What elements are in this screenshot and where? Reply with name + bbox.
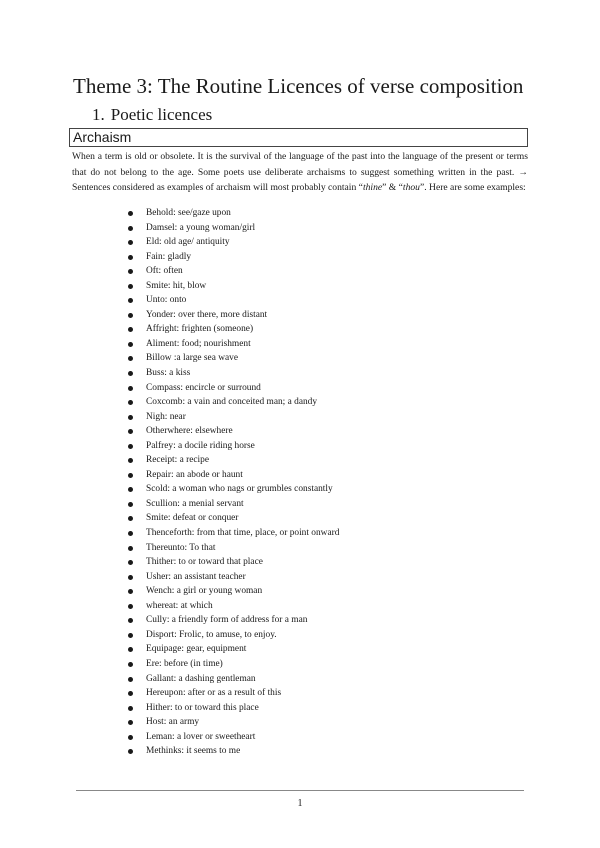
term-text: Methinks: it seems to me (146, 746, 241, 757)
bullet-icon (128, 284, 133, 289)
list-item (128, 366, 339, 381)
term-text: Unto: onto (146, 295, 187, 306)
list-item (128, 250, 339, 265)
list-item (128, 206, 339, 221)
term-text: Otherwhere: elsewhere (146, 426, 233, 437)
bullet-icon (128, 444, 133, 449)
intro-paragraph (72, 149, 528, 196)
term-text: Damsel: a young woman/girl (146, 222, 256, 233)
term-text: Billow :a large sea wave (146, 353, 238, 364)
term-text: Equipage: gear, equipment (146, 644, 247, 655)
bullet-icon (128, 415, 133, 420)
list-item (128, 497, 339, 512)
term-text: Nigh: near (146, 411, 186, 422)
bullet-icon (128, 400, 133, 405)
intro-text-before: When a term is old or obsolete. It is the survival of the language of the past into the language of the present or terms that do not belong to the age. Some poets use deliberate archaisms to suggest something written in the past. → Sentences considered as examples of archaism will most probably contain “ (72, 151, 528, 194)
term-text: Gallant: a dashing gentleman (146, 673, 256, 684)
bullet-icon (128, 735, 133, 740)
term-text: Disport: Frolic, to amuse, to enjoy. (146, 629, 277, 640)
term-text: Repair: an abode or haunt (146, 469, 243, 480)
bullet-icon (128, 298, 133, 303)
list-item (128, 395, 339, 410)
term-text: Hereupon: after or as a result of this (146, 688, 282, 699)
bullet-icon (128, 720, 133, 725)
bullet-icon (128, 633, 133, 638)
bullet-icon (128, 618, 133, 623)
page-number: 1 (297, 798, 303, 809)
term-text: Cully: a friendly form of address for a man (146, 615, 308, 626)
bullet-icon (128, 356, 133, 361)
list-item (128, 337, 339, 352)
list-item (128, 642, 339, 657)
term-text: Thenceforth: from that time, place, or point onward (146, 528, 340, 539)
bullet-icon (128, 677, 133, 682)
term-text: Yonder: over there, more distant (146, 309, 268, 320)
intro-thou: thou (402, 182, 420, 194)
term-text: Wench: a girl or young woman (146, 586, 263, 597)
bullet-icon (128, 575, 133, 580)
term-text: Behold: see/gaze upon (146, 208, 231, 218)
list-item (128, 235, 339, 250)
bullet-icon (128, 502, 133, 507)
list-item (128, 657, 339, 672)
bullet-icon (128, 487, 133, 492)
list-item (128, 570, 339, 585)
archaism-term-list (128, 206, 339, 759)
subsection-heading-box: Archaism (69, 128, 528, 147)
bullet-icon (128, 546, 133, 551)
list-item (128, 322, 339, 337)
term-text: Thither: to or toward that place (146, 557, 263, 568)
list-item (128, 308, 339, 323)
list-item (128, 672, 339, 687)
list-item (128, 279, 339, 294)
term-text: Receipt: a recipe (146, 455, 209, 466)
list-item (128, 715, 339, 730)
bullet-icon (128, 371, 133, 376)
term-text: Hither: to or toward this place (146, 702, 259, 713)
intro-text-middle: ” & “ (382, 182, 403, 194)
bullet-icon (128, 342, 133, 347)
list-item (128, 381, 339, 396)
term-text: Host: an army (146, 717, 200, 728)
footer-divider (76, 790, 524, 791)
bullet-icon (128, 429, 133, 434)
list-item (128, 351, 339, 366)
list-item (128, 555, 339, 570)
term-text: Scold: a woman who nags or grumbles constantly (146, 484, 333, 495)
term-text: Smite: defeat or conquer (146, 513, 239, 524)
list-item (128, 628, 339, 643)
bullet-icon (128, 226, 133, 231)
list-item (128, 264, 339, 279)
page-title: Theme 3: The Routine Licences of verse composition (73, 74, 524, 98)
bullet-icon (128, 691, 133, 696)
term-text: Eld: old age/ antiquity (146, 237, 230, 248)
bullet-icon (128, 706, 133, 711)
list-item (128, 293, 339, 308)
term-text: Thereunto: To that (146, 542, 216, 553)
bullet-icon (128, 473, 133, 478)
term-text: whereat: at which (146, 600, 213, 611)
term-text: Palfrey: a docile riding horse (146, 440, 255, 451)
section-heading (92, 103, 212, 127)
term-text: Usher: an assistant teacher (146, 571, 246, 582)
term-text: Leman: a lover or sweetheart (146, 731, 256, 742)
term-text: Smite: hit, blow (146, 280, 207, 291)
bullet-icon (128, 269, 133, 274)
term-text: Compass: encircle or surround (146, 382, 261, 393)
list-item (128, 599, 339, 614)
bullet-icon (128, 211, 133, 216)
intro-text-after: ”. Here are some examples: (419, 182, 526, 194)
list-item (128, 613, 339, 628)
list-item (128, 686, 339, 701)
bullet-icon (128, 589, 133, 594)
list-item (128, 410, 339, 425)
bullet-icon (128, 662, 133, 667)
list-item (128, 424, 339, 439)
term-text: Ere: before (in time) (146, 658, 223, 669)
bullet-icon (128, 749, 133, 754)
term-text: Aliment: food; nourishment (146, 338, 251, 349)
list-item (128, 744, 339, 759)
list-item (128, 730, 339, 745)
list-item (128, 221, 339, 236)
bullet-icon (128, 647, 133, 652)
bullet-icon (128, 327, 133, 332)
bullet-icon (128, 516, 133, 521)
term-text: Fain: gladly (146, 251, 192, 262)
list-item (128, 541, 339, 556)
term-text: Affright: frighten (someone) (146, 324, 254, 335)
bullet-icon (128, 604, 133, 609)
bullet-icon (128, 255, 133, 260)
section-title: Poetic licences (110, 105, 213, 124)
bullet-icon (128, 386, 133, 391)
bullet-icon (128, 531, 133, 536)
list-item (128, 584, 339, 599)
term-text: Buss: a kiss (146, 368, 191, 379)
term-text: Oft: often (146, 266, 183, 277)
intro-thine: thine (362, 182, 383, 194)
list-item (128, 439, 339, 454)
list-item (128, 526, 339, 541)
term-text: Scullion: a menial servant (146, 498, 244, 509)
list-item (128, 701, 339, 716)
bullet-icon (128, 240, 133, 245)
list-item (128, 482, 339, 497)
term-text: Coxcomb: a vain and conceited man; a dandy (146, 397, 318, 408)
bullet-icon (128, 313, 133, 318)
list-item (128, 468, 339, 483)
section-number: 1. (92, 105, 105, 124)
list-item (128, 511, 339, 526)
bullet-icon (128, 560, 133, 565)
bullet-icon (128, 458, 133, 463)
list-item (128, 453, 339, 468)
